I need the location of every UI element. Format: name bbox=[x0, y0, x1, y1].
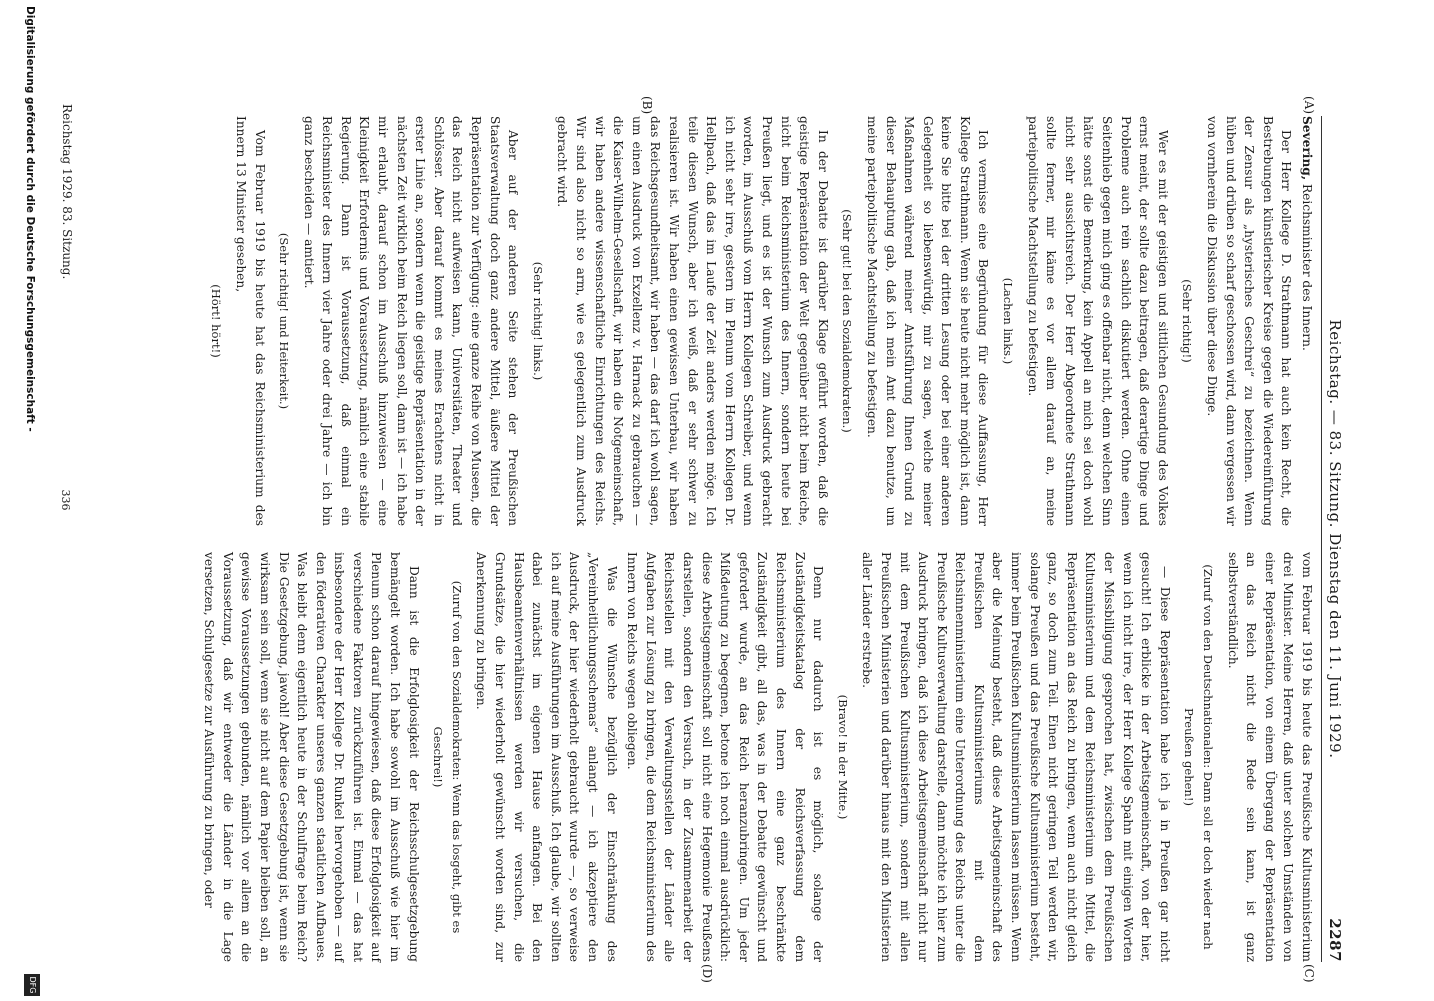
left-column bbox=[201, 116, 1316, 526]
interjection: (Zuruf von den Sozialdemokraten: Wenn das losgeht, gibt es Geschrei!) bbox=[431, 580, 464, 934]
speaker-line bbox=[1297, 116, 1316, 526]
interjection: (Sehr richtig! links.) bbox=[530, 261, 545, 381]
interjection: (Lachen links.) bbox=[1001, 277, 1016, 365]
paragraph: Was die Wünsche bezüglich der Einschränkung des „Vereinheitlichungsschemas“ anlangt — ich akzeptiere den Ausdruck, der hier wiederholt gebraucht wurde —, so verweise ich auf meine Ausführungen im Ausschuß. Ich glaube, wir sollten dabei zunächst im eigenen Hause anfangen. Bei den Hausbeamtenverhältnissen werden wir versuchen, die Grundsätze, die hier wiederholt gewünscht worden sind, zur Anerkennung zu bringen. bbox=[474, 552, 619, 962]
footer-signature: 336 bbox=[59, 489, 72, 511]
speaker-name: Severing, bbox=[1300, 116, 1314, 181]
header-title: Reichstag. — 83. Sitzung. Dienstag den 11. Juni 1929. bbox=[1326, 319, 1344, 759]
paragraph: In der Debatte ist darüber Klage geführt worden, daß die geistige Repräsentation der Welt gegenüber nicht beim Reiche, nicht beim Reichsministerium des Innern, sondern heute bei Preußen liegt, und es ist der Wunsch zum Ausdruck gebracht worden, im Ausschuß vom Herrn Kollegen Schreiber, und wenn ich nicht sehr irre, gestern im Plenum vom Herrn Kollegen Dr. Hellpach, daß das im Laufe der Zeit anders werden möge. Ich teile diesen Wunsch, aber ich weiß, daß er sehr schwer zu realisieren ist. Wir haben einen gewissen Unterbau, wir haben das Reichsgesundheitsamt, wir haben — das darf ich wohl sagen, um einen Ausdruck von Exzellenz v. Harnack zu gebrauchen — die Kaiser-Wilhelm-Gesellschaft, wir haben die Notgemeinschaft, wir haben andere wissenschaftliche Einrichtungen des Reichs. Wir sind also nicht so arm, wie es gelegentlich zum Ausdruck gebracht wird. bbox=[555, 116, 830, 526]
paragraph: Vom Februar 1919 bis heute hat das Reichsministerium des Innern 13 Minister gesehen, bbox=[233, 116, 267, 526]
interjection: (Sehr richtig!) bbox=[1180, 279, 1195, 363]
interjection: (Bravo! in der Mitte.) bbox=[835, 694, 850, 820]
paragraph: Denn nur dadurch ist es möglich, solange der Zuständigkeitskatalog der Reichsverfassung dem Reichsministerium des Innern eine ganz beschränkte Zuständigkeit gibt, all das, was in der Debatte gewünscht und gefordert wurde, an das Reich heranzubringen. Um jeder Mißdeutung zu begegnen, betone ich noch einmal ausdrücklich: diese Arbeitsgemeinschaft soll nicht eine Hegemonie Preußens darstellen, sondern den Versuch, in der Zusammenarbeit der Reichsstellen mit den Verwaltungsstellen der Länder alle Aufgaben zur Lösung zu bringen, die dem Reichsministerium des Innern von Reichs wegen obliegen. bbox=[625, 552, 826, 962]
paragraph: Ich vermisse eine Begründung für diese Auffassung, Herr Kollege Strathmann. Wenn sie heute nicht mehr möglich ist, dann keine Sie bitte bei der dritten Lesung oder bei einer anderen Gelegenheit so liebenswürdig, mir zu sagen, welche meiner Maßnahmen während meiner Amtsführung Ihnen Grund zu dieser Behauptung gab, daß ich mein Amt dazu benutze, um meine parteipolitische Machtstellung zu befestigen. bbox=[864, 116, 991, 526]
paragraph: — Diese Repräsentation habe ich ja in Preußen gar nicht gesucht! Ich erblicke in der Arbeitsgemeinschaft, von der hier, wenn ich nicht irre, der Herr Kollege Spahn mit einigen Worten der Missbilligung gesprochen hat, zwischen dem Preußischen Kultusministerium und dem Reichsministerium ein Mittel, die Repräsentation an das Reich zu bringen, wenn auch nicht gleich ganz, so doch zum Teil. Einen nicht geringen Teil werden wir, solange Preußen und das Preußische Kultusministerium besteht, immer beim Preußischen Kultusministerium lassen müssen. Wenn aber die Meinung besteht, daß diese Arbeitsgemeinschaft des Preußischen Kultusministeriums mit dem Reichsinnenministerium eine Unterordnung des Reichs unter die Preußische Kultusverwaltung darstelle, dann möchte ich hier zum Ausdruck bringen, daß ich diese Arbeitsgemeinschaft nicht nur mit dem Preußischen Kultusministerium, sondern mit allen Preußischen Ministerien und darüber hinaus mit den Ministerien aller Länder erstrebe. bbox=[860, 552, 1172, 962]
header-rule bbox=[1321, 116, 1322, 962]
right-column bbox=[198, 552, 1316, 962]
paragraph: vom Februar 1919 bis heute das Preußische Kultusministerium drei Minister. Meine Herren, daß unter solchen Umständen von einer Repräsentation, von einem Übergang der Repräsentation an das Reich nicht die Rede sein kann, ist ganz selbstverständlich. bbox=[1225, 552, 1314, 962]
paragraph: Dann ist die Erfolglosigkeit der Reichsschulgesetzgebung bemängelt worden. Ich habe sowohl im Ausschuß wie hier im Plenum schon darauf hingewiesen, daß diese Erfolglosigkeit auf verschiedene Faktoren zurückzuführen ist. Einmal — das hat insbesondere der Herr Kollege Dr. Runkel hervorgehoben — auf den föderativen Charakter unseres ganzen staatlichen Aufbaues. Was bleibt denn eigentlich heute in der Schulfrage beim Reich? Die Gesetzgebung, jawohl! Aber diese Gesetzgebung ist, wenn sie wirksam sein soll, wenn sie nicht auf dem Papier bleiben soll, an gewisse Voraussetzungen gebunden, nämlich vor allem an die Voraussetzung, daß wir entweder die Länder in die Lage versetzen, Schulgesetze zur Ausführung zu bringen, oder bbox=[202, 552, 421, 962]
page-scan bbox=[54, 0, 1434, 1000]
page-number: 2287 bbox=[1326, 918, 1344, 962]
margin-marker-c: (C) bbox=[1302, 964, 1316, 983]
margin-marker-a: (A) bbox=[1302, 96, 1316, 115]
paragraph: Wer es mit der geistigen und sittlichen Gesundung des Volkes ernst meint, der sollte dazu beitragen, daß derartige Dinge und Probleme auch rein sachlich diskutiert werden. Ohne einen Seitenhieb gegen mich ging es offenbar nicht, denn welchen Sinn hätte sonst die Bemerkung, kein Appell an mich sei doch wohl nicht sehr aussichtsreich. Der Herr Abgeordnete Strathmann sollte ferner, mir käme es vor allem darauf an, meine parteipolitische Machtstellung zu befestigen. bbox=[1025, 116, 1170, 526]
paragraph: Aber auf der anderen Seite stehen der Preußischen Staatsverwaltung doch ganz andere Mittel, äußere Mittel der Repräsentation zur Verfügung: eine ganze Reihe von Museen, die das Reich nicht aufweisen kann, Universitäten, Theater und Schlösser. Aber darauf kommt es meines Erachtens nicht in erster Linie an, sondern wenn die geistige Repräsentation in der nächsten Zeit wirklich beim Reich liegen soll, dann ist — ich habe mir erlaubt, darauf schon im Ausschuß hinzuweisen — eine Kleinigkeit Erfordernis und Voraussetzung, nämlich eine stabile Regierung. Dann ist Voraussetzung, daß einmal ein Reichsminister des Innern vier Jahre oder drei Jahre — ich bin ganz bescheiden — amtiert. bbox=[301, 116, 521, 526]
paragraph: Der Herr Kollege D. Strathmann hat auch kein Recht, die Bestrebungen künstlerischer Kreise gegen die Wiedereinführung der Zensur als „hysterisches Geschrei“ zu bezeichnen. Wenn hüben und drüben so scharf geschossen wird, dann vergessen wir von vornherein die Diskussion über diese Dinge. bbox=[1205, 116, 1294, 526]
digitization-credit: Digitalisierung gefördert durch die Deutsche Forschungsgemeinschaft - bbox=[24, 6, 36, 432]
interjection: (Sehr richtig! und Heiterkeit.) bbox=[277, 232, 292, 410]
running-header bbox=[1322, 116, 1344, 962]
footer-session: Reichstag 1929. 83. Sitzung. bbox=[60, 104, 74, 280]
margin-marker-b: (B) bbox=[640, 96, 654, 115]
digitization-strip bbox=[0, 0, 50, 1000]
interjection: (Hört! hört!) bbox=[209, 284, 224, 358]
speaker-role: Reichsminister des Innern. bbox=[1300, 183, 1314, 351]
interjection: (Zuruf von den Deutschnationalen: Dann soll er doch wieder nach Preußen gehen!) bbox=[1182, 564, 1216, 950]
dfg-logo-icon: DFG bbox=[24, 974, 40, 996]
interjection: (Sehr gut! bei den Sozialdemokraten.) bbox=[840, 209, 855, 433]
margin-marker-d: (D) bbox=[700, 964, 714, 983]
